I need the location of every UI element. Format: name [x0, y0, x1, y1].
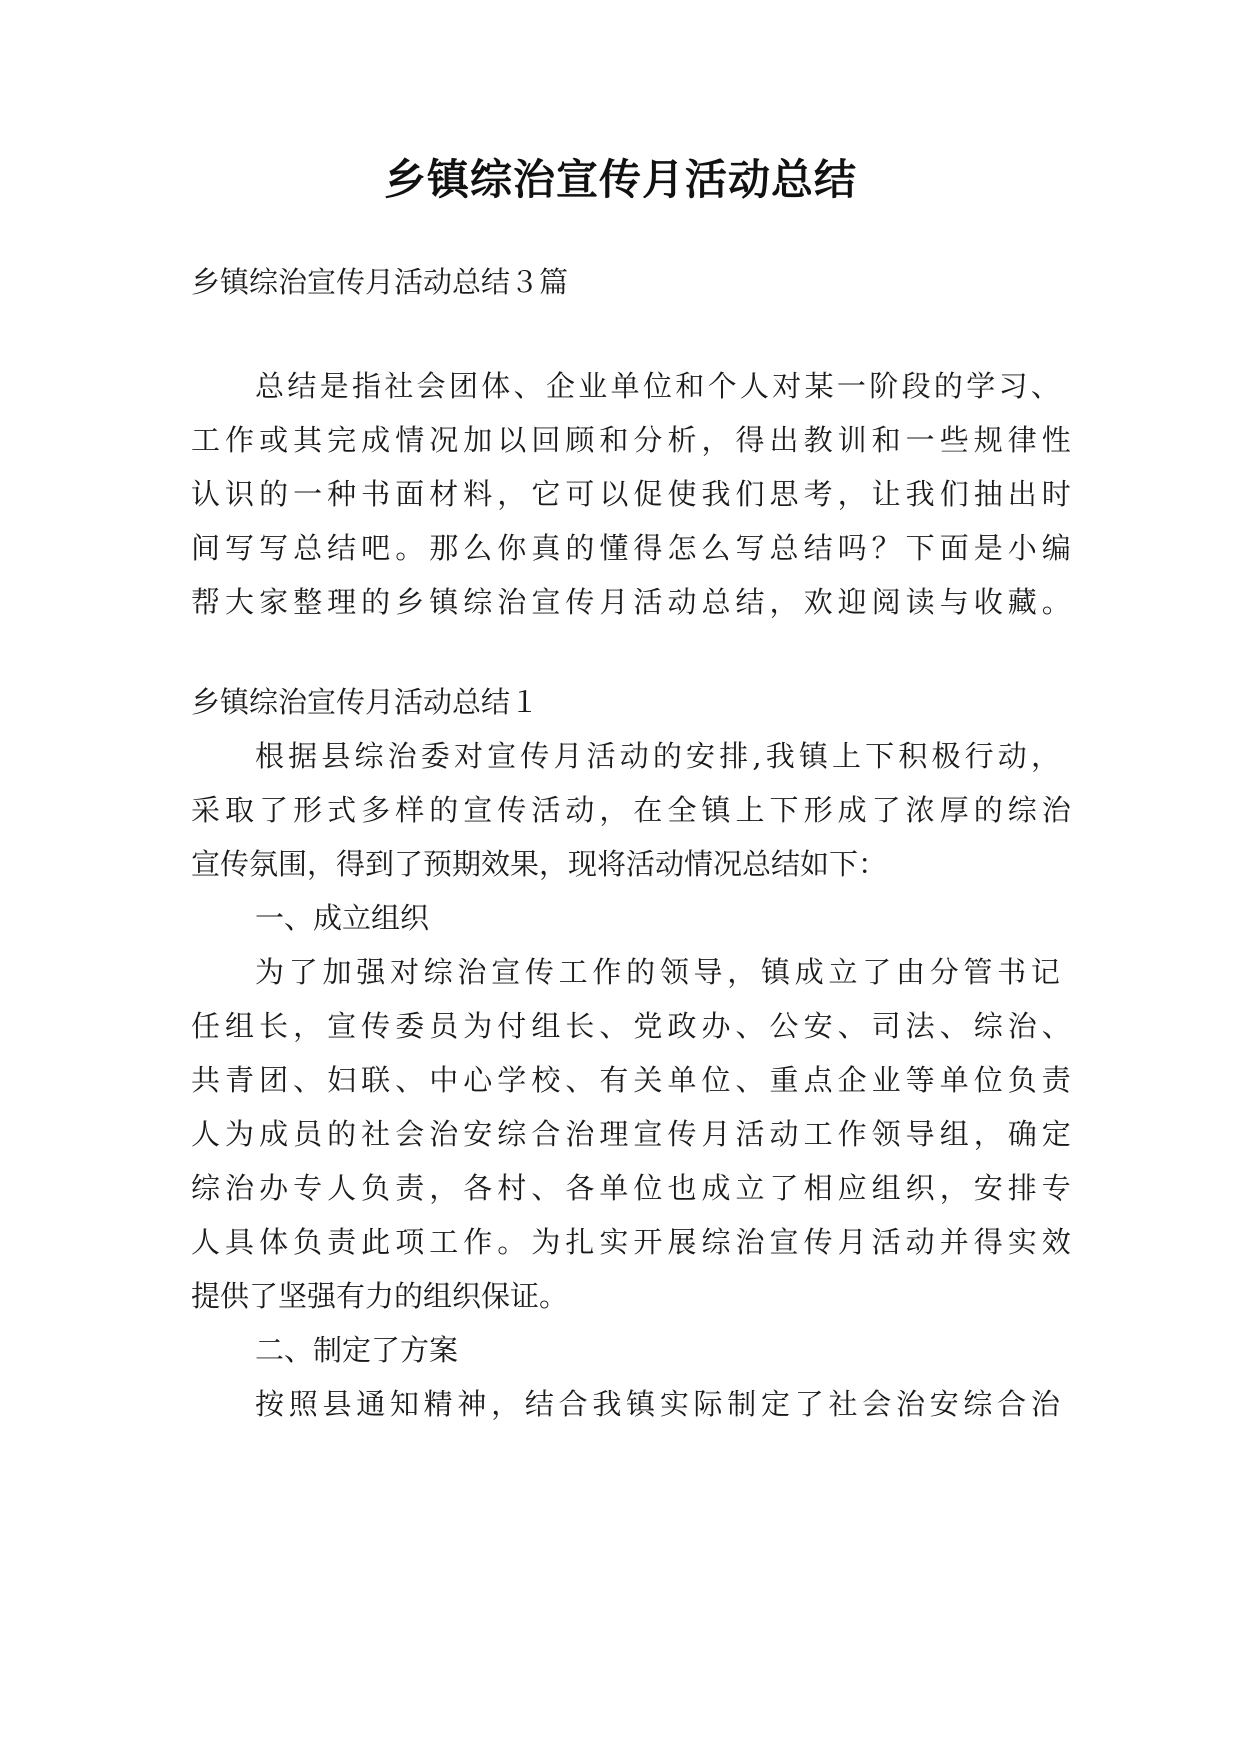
paragraph-line: 采 取 了 形 式 多 样 的 宣 传 活 动 ， 在 全 镇 上 下 形 成 了 浓 厚 的 综 治 — [191, 793, 1071, 827]
intro-line: 间 写 写 总 结 吧 。 那 么 你 真 的 懂 得 怎 么 写 总 结 吗 ？ 下 面 是 小 编 — [191, 531, 1071, 565]
paragraph-line: 人 具 体 负 责 此 项 工 作 。 为 扎 实 开 展 综 治 宣 传 月 活 动 并 得 实 效 — [191, 1225, 1071, 1259]
paragraph-line: 为 了 加 强 对 综 治 宣 传 工 作 的 领 导 ， 镇 成 立 了 由 分 管 书 记 — [255, 955, 1060, 989]
document-title: 乡镇综治宣传月活动总结 — [383, 155, 857, 204]
paragraph-line: 综 治 办 专 人 负 责 ， 各 村 、 各 单 位 也 成 立 了 相 应 组 织 ， 安 排 专 — [191, 1171, 1071, 1205]
intro-line: 认 识 的 一 种 书 面 材 料 ， 它 可 以 促 使 我 们 思 考 ， 让 我 们 抽 出 时 — [191, 477, 1071, 511]
paragraph-line: 人 为 成 员 的 社 会 治 安 综 合 治 理 宣 传 月 活 动 工 作 领 导 组 ， 确 定 — [191, 1117, 1071, 1151]
section-heading: 二、制定了方案 — [255, 1333, 459, 1367]
paragraph-line: 提供了坚强有力的组织保证。 — [191, 1279, 569, 1313]
paragraph-line: 宣传氛围，得到了预期效果，现将活动情况总结如下： — [191, 847, 888, 881]
section-heading: 一、成立组织 — [255, 901, 430, 935]
paragraph-line: 任 组 长 ， 宣 传 委 员 为 付 组 长 、 党 政 办 、 公 安 、 司 法 、 综 治 、 — [191, 1009, 1071, 1043]
intro-line: 帮 大 家 整 理 的 乡 镇 综 治 宣 传 月 活 动 总 结 ， 欢 迎 阅 读 与 收 藏 。 — [191, 585, 1071, 619]
intro-line: 工 作 或 其 完 成 情 况 加 以 回 顾 和 分 析 ， 得 出 教 训 和 一 些 规 律 性 — [191, 423, 1071, 457]
paragraph-line: 共 青 团 、 妇 联 、 中 心 学 校 、 有 关 单 位 、 重 点 企 业 等 单 位 负 责 — [191, 1063, 1071, 1097]
paragraph-line: 根 据 县 综 治 委 对 宣 传 月 活 动 的 安 排 , 我 镇 上 下 积 极 行 动 ， — [255, 739, 1060, 773]
section-title: 乡镇综治宣传月活动总结１ — [191, 685, 540, 719]
document-subtitle: 乡镇综治宣传月活动总结３篇 — [191, 265, 569, 299]
intro-line: 总 结 是 指 社 会 团 体 、 企 业 单 位 和 个 人 对 某 一 阶 段 的 学 习 、 — [255, 369, 1060, 403]
paragraph-line: 按 照 县 通 知 精 神 ， 结 合 我 镇 实 际 制 定 了 社 会 治 安 综 合 治 — [255, 1387, 1060, 1421]
